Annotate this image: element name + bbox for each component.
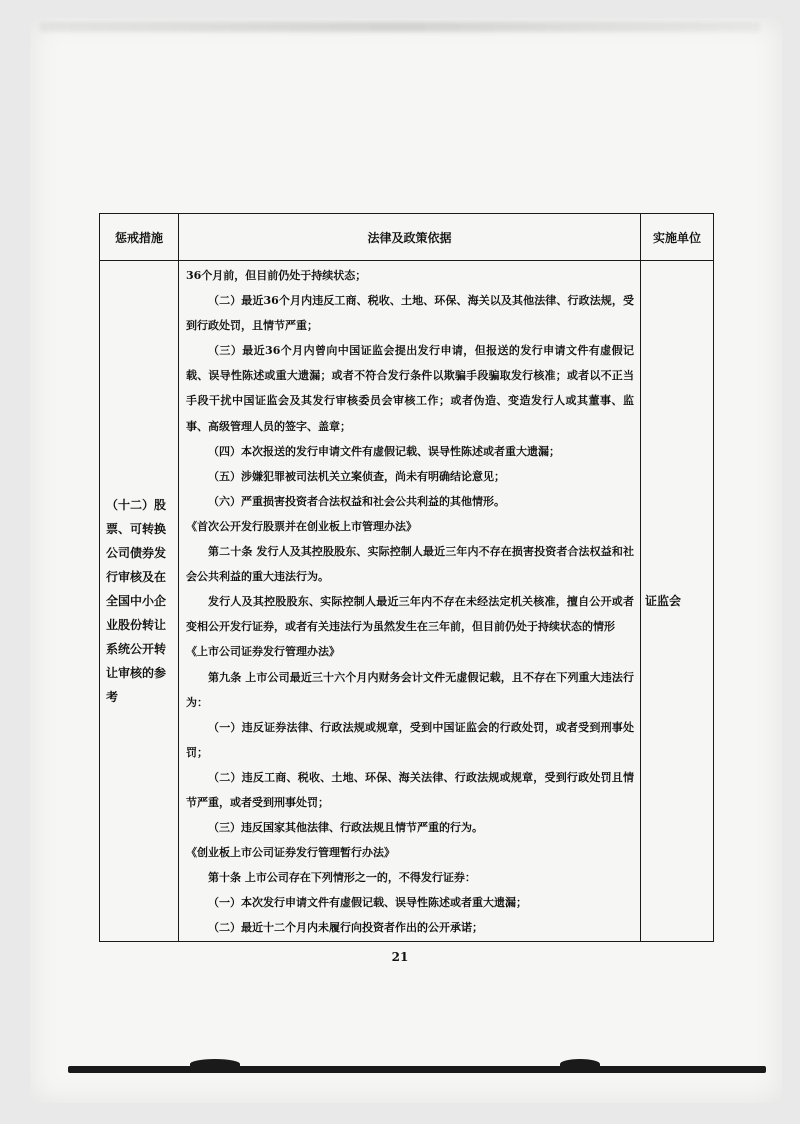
page-number: 21	[391, 950, 409, 964]
unit-cell: 证监会	[641, 261, 714, 942]
header-measure: 惩戒措施	[100, 214, 179, 261]
bottom-rule	[68, 1066, 766, 1073]
punishment-table	[99, 213, 714, 942]
basis-paragraph: （六）严重损害投资者合法权益和社会公共利益的其他情形。	[208, 494, 505, 508]
basis-paragraph: （一）本次发行申请文件有虚假记载、误导性陈述或者重大遗漏；	[208, 896, 527, 910]
basis-paragraph: 36个月前，但目前仍处于持续状态；	[186, 269, 367, 282]
basis-paragraph: （三）违反国家其他法律、行政法规且情节严重的行为。	[208, 821, 483, 835]
measure-cell: （十二）股票、可转换公司债券发行审核及在全国中小企业股份转让系统公开转让审核的参考	[100, 261, 179, 942]
basis-paragraph: （二）最近36个月内违反工商、税收、土地、环保、海关以及其他法律、行政法规，受到行政处罚，且情节严重；	[186, 294, 634, 333]
scan-smudge	[40, 22, 760, 32]
header-basis: 法律及政策依据	[179, 214, 641, 261]
basis-paragraph: 第九条 上市公司最近三十六个月内财务会计文件无虚假记载，且不存在下列重大违法行为：	[186, 670, 634, 709]
basis-paragraph: 发行人及其控股股东、实际控制人最近三年内不存在未经法定机关核准，擅自公开或者变相公开发行证券，或者有关违法行为虽然发生在三年前，但目前仍处于持续状态的情形	[186, 595, 634, 634]
regulation-title: 《首次公开发行股票并在创业板上市管理办法》	[186, 519, 417, 533]
basis-paragraph: （三）最近36个月内曾向中国证监会提出发行申请，但报送的发行申请文件有虚假记载、误导性陈述或重大遗漏；或者不符合发行条件以欺骗手段骗取发行核准；或者以不正当手段干扰中国证监会及其发行审核委员会审核工作；或者伪造、变造发行人或其董事、监事、高级管理人员的签字、盖章；	[186, 344, 634, 433]
header-unit: 实施单位	[641, 214, 714, 261]
regulation-title: 《上市公司证券发行管理办法》	[186, 645, 340, 659]
basis-paragraph: （二）违反工商、税收、土地、环保、海关法律、行政法规或规章，受到行政处罚且情节严重，或者受到刑事处罚；	[186, 770, 634, 809]
basis-paragraph: （四）本次报送的发行申请文件有虚假记载、误导性陈述或者重大遗漏；	[208, 444, 560, 458]
table-header-row	[100, 214, 714, 261]
basis-paragraph: （一）违反证券法律、行政法规或规章，受到中国证监会的行政处罚，或者受到刑事处罚；	[186, 720, 634, 759]
basis-paragraph: 第十条 上市公司存在下列情形之一的，不得发行证券：	[208, 871, 476, 885]
regulation-title: 《创业板上市公司证券发行管理暂行办法》	[186, 846, 395, 860]
basis-paragraph: （五）涉嫌犯罪被司法机关立案侦查，尚未有明确结论意见；	[208, 469, 505, 483]
basis-cell	[179, 261, 641, 942]
basis-paragraph: （二）最近十二个月内未履行向投资者作出的公开承诺；	[208, 921, 483, 935]
basis-paragraph: 第二十条 发行人及其控股股东、实际控制人最近三年内不存在损害投资者合法权益和社会公共利益的重大违法行为。	[186, 545, 634, 584]
table-row	[100, 261, 714, 942]
basis-text	[186, 263, 634, 941]
